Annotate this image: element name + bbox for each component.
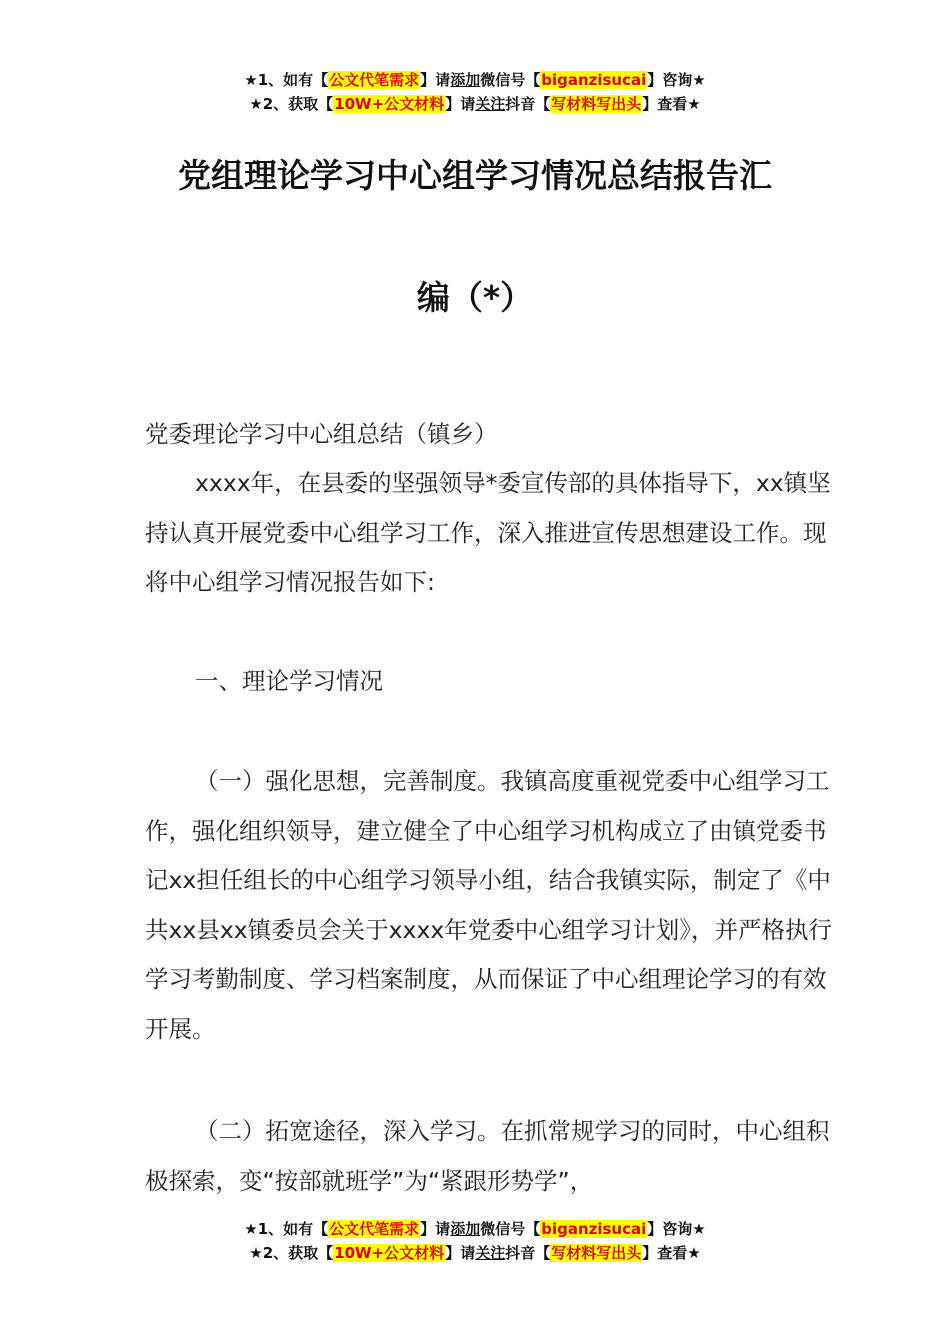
promo-text: 】请 bbox=[445, 95, 476, 113]
promo-text: 微信号【 bbox=[480, 1220, 541, 1238]
promo-line-2 bbox=[0, 1241, 950, 1265]
promo-text: ★1、如有【 bbox=[244, 1220, 329, 1238]
promo-highlight: biganzisucai bbox=[541, 71, 647, 89]
promo-underlined-text: 关注 bbox=[475, 95, 506, 113]
promo-highlight: 公文代笔需求 bbox=[329, 71, 420, 89]
promo-line-1 bbox=[0, 68, 950, 92]
promo-text: 抖音【 bbox=[505, 95, 551, 113]
intro-text: xxxx年，在县委的坚强领导*委宣传部的具体指导下，xx镇坚持认真开展党委中心组学习工作，深入推进宣传思想建设工作。现将中心组学习情况报告如下: bbox=[145, 469, 831, 596]
document-title-line-2: 编（*） bbox=[416, 278, 534, 317]
section-heading bbox=[145, 657, 835, 707]
promo-text: 抖音【 bbox=[505, 1244, 551, 1262]
promo-banner-top bbox=[0, 68, 950, 116]
promo-highlight: 写材料写出头 bbox=[551, 1244, 642, 1262]
promo-text: ★2、获取【 bbox=[249, 1244, 334, 1262]
section-heading-text: 一、理论学习情况 bbox=[195, 667, 383, 695]
promo-highlight: 写材料写出头 bbox=[551, 95, 642, 113]
promo-underlined-text: 添加 bbox=[450, 71, 481, 89]
promo-text: 】请 bbox=[420, 71, 451, 89]
promo-text: 】请 bbox=[420, 1220, 451, 1238]
body-paragraph-1 bbox=[145, 757, 835, 1054]
document-subtitle bbox=[145, 410, 835, 460]
promo-banner-bottom bbox=[0, 1217, 950, 1265]
paragraph-text: （一）强化思想，完善制度。我镇高度重视党委中心组学习工作，强化组织领导，建立健全了中心组学习机构成立了由镇党委书记xx担任组长的中心组学习领导小组，结合我镇实际，制定了《中共xx县xx镇委员会关于xxxx年党委中心组学习计划》，并严格执行学习考勤制度、学习档案制度，从而保证了中心组理论学习的有效开展。 bbox=[145, 767, 833, 1043]
body-paragraph-2 bbox=[145, 1107, 835, 1206]
promo-text: 】咨询★ bbox=[647, 1220, 706, 1238]
document-title-line-1: 党组理论学习中心组学习情况总结报告汇 bbox=[178, 156, 772, 195]
promo-highlight: 10W+公文材料 bbox=[334, 95, 445, 113]
promo-text: 】请 bbox=[445, 1244, 476, 1262]
promo-text: 微信号【 bbox=[480, 71, 541, 89]
promo-line-2 bbox=[0, 92, 950, 116]
paragraph-text: （二）拓宽途径，深入学习。在抓常规学习的同时，中心组积极探索，变“按部就班学”为“紧跟形势学”， bbox=[145, 1117, 830, 1195]
promo-text: 】咨询★ bbox=[647, 71, 706, 89]
promo-text: 】查看★ bbox=[642, 1244, 701, 1262]
promo-highlight: 公文代笔需求 bbox=[329, 1220, 420, 1238]
promo-highlight: biganzisucai bbox=[541, 1220, 647, 1238]
promo-text: ★2、获取【 bbox=[249, 95, 334, 113]
subtitle-text: 党委理论学习中心组总结（镇乡） bbox=[145, 420, 498, 448]
intro-paragraph bbox=[145, 459, 835, 608]
promo-highlight: 10W+公文材料 bbox=[334, 1244, 445, 1262]
promo-underlined-text: 添加 bbox=[450, 1220, 481, 1238]
promo-line-1 bbox=[0, 1217, 950, 1241]
promo-text: 】查看★ bbox=[642, 95, 701, 113]
promo-text: ★1、如有【 bbox=[244, 71, 329, 89]
promo-underlined-text: 关注 bbox=[475, 1244, 506, 1262]
